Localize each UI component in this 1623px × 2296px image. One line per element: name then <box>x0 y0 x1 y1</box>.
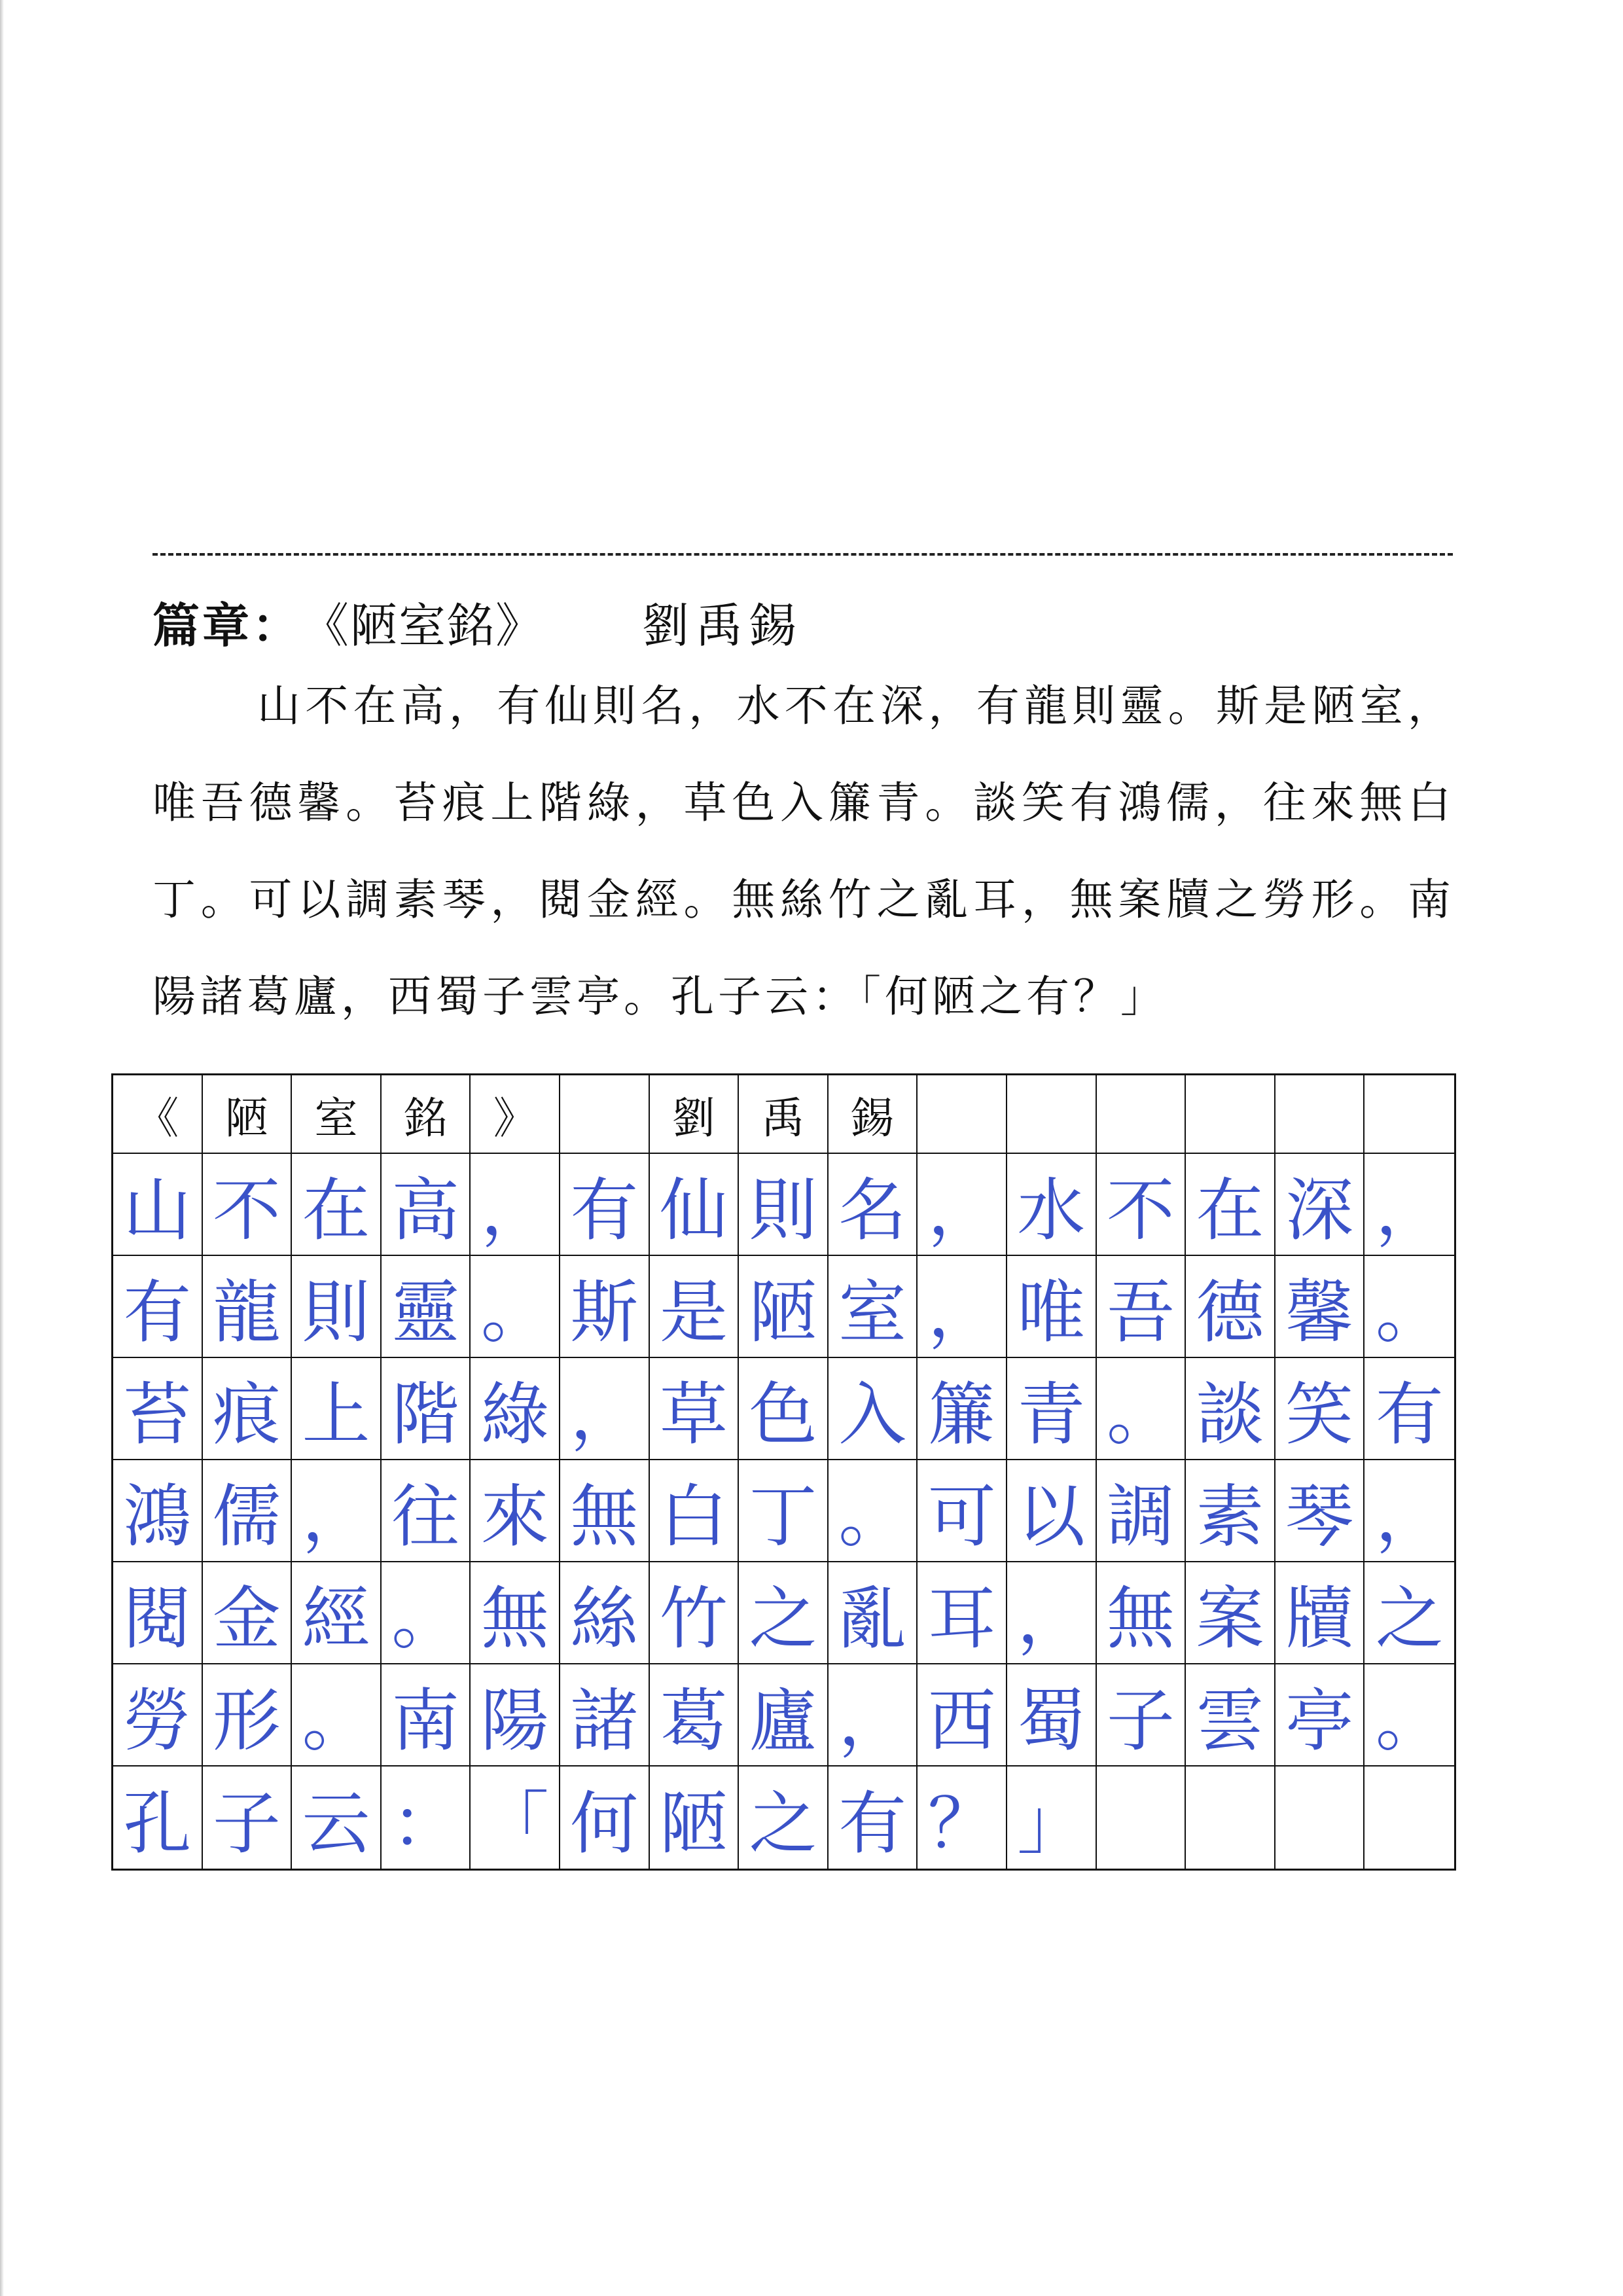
grid-handwritten-cell: 德 <box>1186 1256 1275 1358</box>
grid-handwritten-cell: ， <box>471 1154 560 1256</box>
grid-handwritten-cell: 有 <box>113 1256 203 1358</box>
grid-handwritten-cell: 有 <box>560 1154 650 1256</box>
grid-handwritten-cell: 子 <box>1097 1664 1186 1767</box>
grid-handwritten-cell: 絲 <box>560 1562 650 1664</box>
grid-handwritten-cell: 白 <box>650 1460 740 1562</box>
grid-handwritten-cell: 在 <box>292 1154 382 1256</box>
grid-handwritten-cell: 雲 <box>1186 1664 1275 1767</box>
grid-handwritten-cell: 孔 <box>113 1767 203 1869</box>
grid-handwritten-cell <box>1364 1767 1454 1869</box>
grid-handwritten-cell: 之 <box>739 1562 829 1664</box>
grid-handwritten-cell: 吾 <box>1097 1256 1186 1358</box>
grid-handwritten-cell: 斯 <box>560 1256 650 1358</box>
passage-text: 山不在高，有仙則名，水不在深，有龍則靈。斯是陋室，唯吾德馨。苔痕上階綠，草色入簾青。談笑有鴻儒，往來無白丁。可以調素琴，閱金經。無絲竹之亂耳，無案牘之勞形。南陽諸葛廬，西蜀子雲亭。孔子云：「何陋之有？」 <box>152 681 1455 1022</box>
grid-handwritten-cell: 南 <box>382 1664 471 1767</box>
grid-handwritten-cell: 素 <box>1186 1460 1275 1562</box>
grid-handwritten-cell: 痕 <box>203 1358 293 1460</box>
grid-handwritten-cell: 無 <box>560 1460 650 1562</box>
grid-handwritten-cell: 。 <box>829 1460 918 1562</box>
grid-handwritten-cell: 」 <box>1007 1767 1097 1869</box>
grid-handwritten-cell: 云 <box>292 1767 382 1869</box>
grid-handwritten-cell: 陋 <box>650 1767 740 1869</box>
grid-handwritten-cell: 唯 <box>1007 1256 1097 1358</box>
grid-handwritten-cell: 深 <box>1275 1154 1365 1256</box>
grid-handwritten-cell: 勞 <box>113 1664 203 1767</box>
heading-author: 劉禹錫 <box>642 598 804 653</box>
grid-handwritten-cell: 簾 <box>918 1358 1007 1460</box>
grid-handwritten-cell: 丁 <box>739 1460 829 1562</box>
grid-header-cell: 陋 <box>203 1075 293 1154</box>
heading-work-title: 《陋室銘》 <box>302 598 544 653</box>
grid-header-cell <box>1364 1075 1454 1154</box>
grid-handwritten-cell: 之 <box>1364 1562 1454 1664</box>
grid-handwritten-cell: 諸 <box>560 1664 650 1767</box>
grid-header-cell <box>560 1075 650 1154</box>
grid-handwritten-cell: 。 <box>1364 1256 1454 1358</box>
heading-label: 篇章： <box>152 598 302 653</box>
grid-handwritten-cell: 閱 <box>113 1562 203 1664</box>
grid-handwritten-cell: 入 <box>829 1358 918 1460</box>
calligraphy-practice-grid <box>111 1073 1456 1871</box>
grid-handwritten-cell: 葛 <box>650 1664 740 1767</box>
grid-handwritten-cell: ？ <box>918 1767 1007 1869</box>
grid-handwritten-cell: 仙 <box>650 1154 740 1256</box>
grid-handwritten-cell: 金 <box>203 1562 293 1664</box>
grid-handwritten-cell: 陽 <box>471 1664 560 1767</box>
grid-handwritten-cell: 階 <box>382 1358 471 1460</box>
grid-handwritten-cell: 調 <box>1097 1460 1186 1562</box>
grid-handwritten-cell: 。 <box>1097 1358 1186 1460</box>
grid-handwritten-cell: ， <box>918 1154 1007 1256</box>
grid-handwritten-cell: 無 <box>1097 1562 1186 1664</box>
grid-handwritten-cell: 苔 <box>113 1358 203 1460</box>
grid-handwritten-cell: ， <box>1364 1154 1454 1256</box>
grid-handwritten-cell: 西 <box>918 1664 1007 1767</box>
grid-handwritten-cell: 經 <box>292 1562 382 1664</box>
grid-handwritten-cell: 龍 <box>203 1256 293 1358</box>
grid-header-cell: 銘 <box>382 1075 471 1154</box>
grid-handwritten-cell: 不 <box>203 1154 293 1256</box>
grid-header-cell: 《 <box>113 1075 203 1154</box>
grid-handwritten-cell: 蜀 <box>1007 1664 1097 1767</box>
grid-handwritten-cell: 竹 <box>650 1562 740 1664</box>
grid-handwritten-cell: 。 <box>471 1256 560 1358</box>
grid-handwritten-cell: ： <box>382 1767 471 1869</box>
grid-handwritten-cell: 亭 <box>1275 1664 1365 1767</box>
grid-handwritten-cell: 靈 <box>382 1256 471 1358</box>
grid-header-cell <box>1097 1075 1186 1154</box>
grid-handwritten-cell: 草 <box>650 1358 740 1460</box>
grid-handwritten-cell: 子 <box>203 1767 293 1869</box>
grid-handwritten-cell: 上 <box>292 1358 382 1460</box>
grid-handwritten-cell: 案 <box>1186 1562 1275 1664</box>
grid-handwritten-cell: 可 <box>918 1460 1007 1562</box>
grid-header-cell: 室 <box>292 1075 382 1154</box>
grid-handwritten-cell: 以 <box>1007 1460 1097 1562</box>
grid-handwritten-cell: 形 <box>203 1664 293 1767</box>
grid-handwritten-cell: 山 <box>113 1154 203 1256</box>
grid-handwritten-cell: 室 <box>829 1256 918 1358</box>
grid-handwritten-cell: 高 <box>382 1154 471 1256</box>
grid-handwritten-cell: 是 <box>650 1256 740 1358</box>
grid-header-cell: 劉 <box>650 1075 740 1154</box>
grid-handwritten-cell: 馨 <box>1275 1256 1365 1358</box>
grid-handwritten-cell: 廬 <box>739 1664 829 1767</box>
grid-handwritten-cell: 在 <box>1186 1154 1275 1256</box>
grid-header-cell <box>1275 1075 1365 1154</box>
grid-header-cell <box>918 1075 1007 1154</box>
grid-handwritten-cell: 。 <box>1364 1664 1454 1767</box>
grid-handwritten-cell: 何 <box>560 1767 650 1869</box>
grid-header-cell: 》 <box>471 1075 560 1154</box>
grid-handwritten-cell: 耳 <box>918 1562 1007 1664</box>
grid-handwritten-cell: 則 <box>292 1256 382 1358</box>
grid-handwritten-cell: 鴻 <box>113 1460 203 1562</box>
grid-handwritten-cell: 陋 <box>739 1256 829 1358</box>
grid-handwritten-cell: 有 <box>829 1767 918 1869</box>
grid-handwritten-cell: ， <box>1007 1562 1097 1664</box>
grid-handwritten-cell: 琴 <box>1275 1460 1365 1562</box>
dashed-divider <box>152 553 1453 556</box>
grid-handwritten-cell: 不 <box>1097 1154 1186 1256</box>
grid-handwritten-cell: 笑 <box>1275 1358 1365 1460</box>
grid-handwritten-cell: 。 <box>382 1562 471 1664</box>
grid-handwritten-cell: 綠 <box>471 1358 560 1460</box>
grid-handwritten-cell: 。 <box>292 1664 382 1767</box>
grid-handwritten-cell: ， <box>560 1358 650 1460</box>
grid-handwritten-cell: 儒 <box>203 1460 293 1562</box>
grid-handwritten-cell: ， <box>1364 1460 1454 1562</box>
grid-handwritten-cell: 亂 <box>829 1562 918 1664</box>
grid-handwritten-cell: 「 <box>471 1767 560 1869</box>
grid-handwritten-cell: 名 <box>829 1154 918 1256</box>
heading-line <box>152 586 803 658</box>
grid-handwritten-cell: 青 <box>1007 1358 1097 1460</box>
grid-handwritten-cell: 色 <box>739 1358 829 1460</box>
grid-header-cell: 錫 <box>829 1075 918 1154</box>
grid-handwritten-cell: 水 <box>1007 1154 1097 1256</box>
grid-handwritten-cell: 牘 <box>1275 1562 1365 1664</box>
grid-handwritten-cell: 之 <box>739 1767 829 1869</box>
grid-handwritten-cell <box>1186 1767 1275 1869</box>
grid-header-cell <box>1007 1075 1097 1154</box>
grid-handwritten-cell: 談 <box>1186 1358 1275 1460</box>
grid-handwritten-cell: 則 <box>739 1154 829 1256</box>
grid-handwritten-cell: ， <box>918 1256 1007 1358</box>
grid-handwritten-cell: 來 <box>471 1460 560 1562</box>
grid-handwritten-cell <box>1097 1767 1186 1869</box>
grid-handwritten-cell: 有 <box>1364 1358 1454 1460</box>
grid-handwritten-cell: 往 <box>382 1460 471 1562</box>
grid-handwritten-cell: 無 <box>471 1562 560 1664</box>
grid-header-cell: 禹 <box>739 1075 829 1154</box>
grid-handwritten-cell <box>1275 1767 1365 1869</box>
grid-handwritten-cell: ， <box>292 1460 382 1562</box>
grid-handwritten-cell: ， <box>829 1664 918 1767</box>
grid-header-cell <box>1186 1075 1275 1154</box>
scan-edge-shadow <box>0 0 4 2296</box>
